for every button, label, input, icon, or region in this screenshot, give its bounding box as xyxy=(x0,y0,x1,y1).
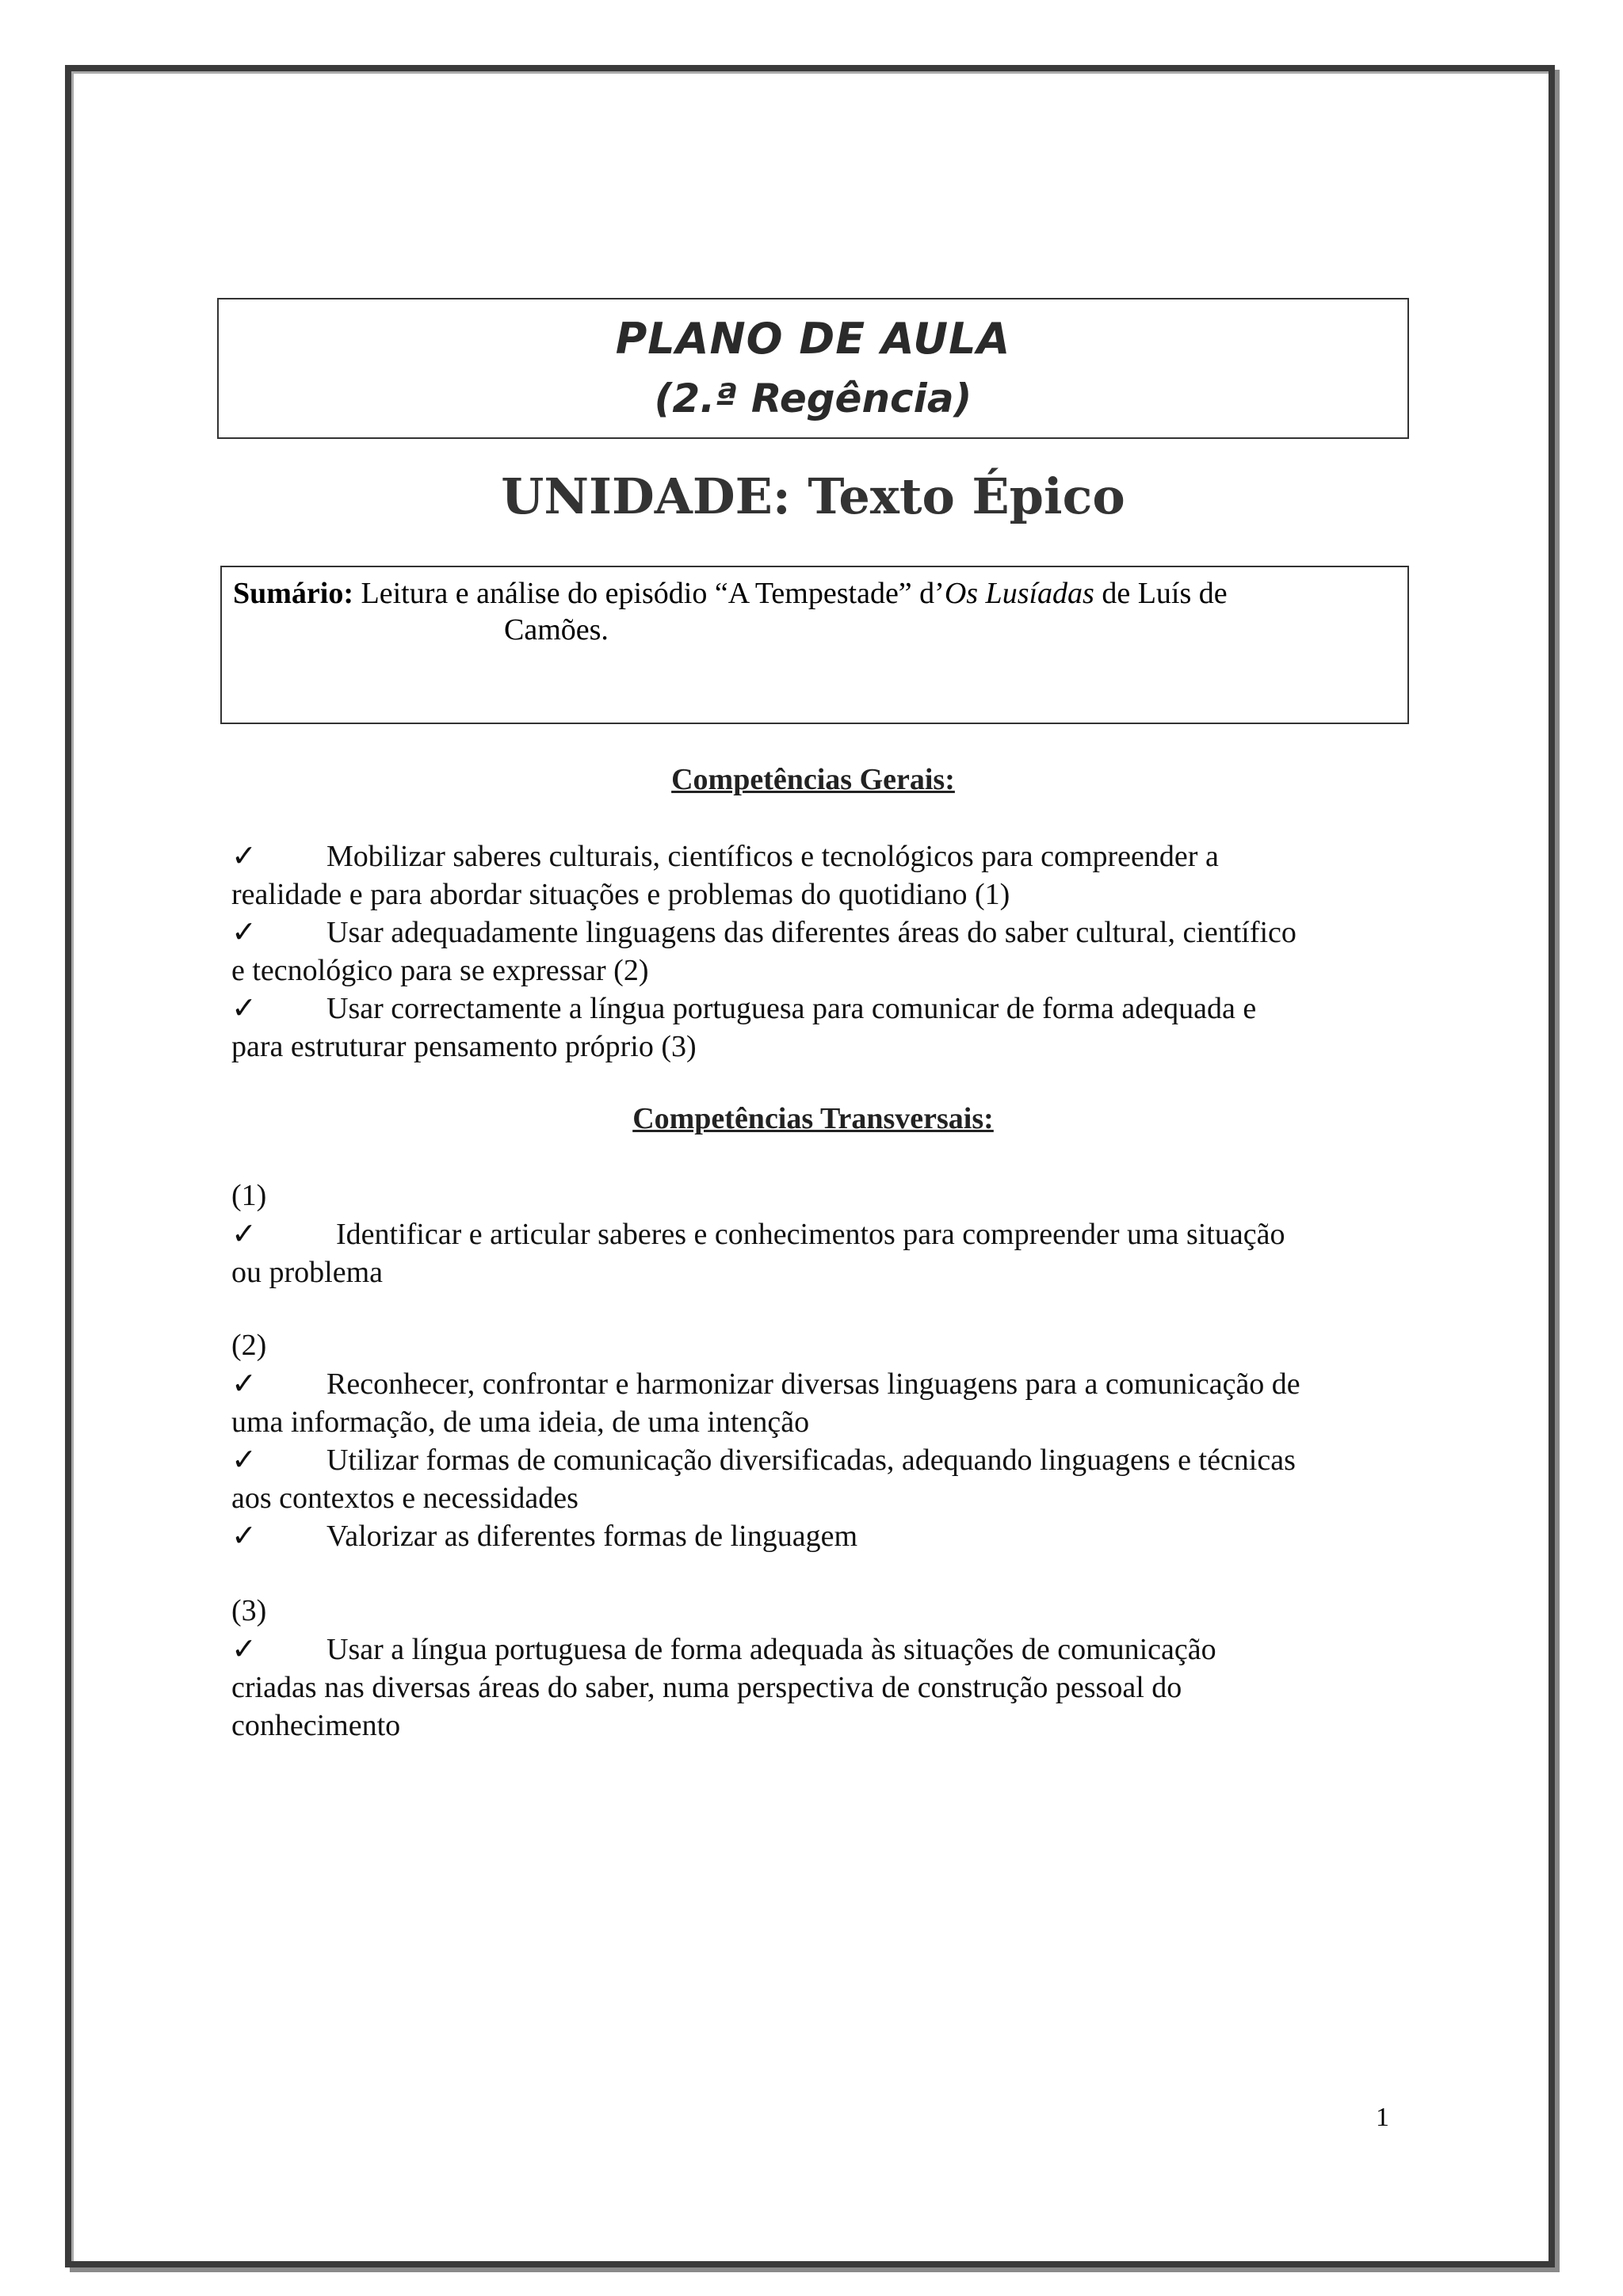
item-text: Utilizar formas de comunicação diversificadas, adequando linguagens e técnicas xyxy=(327,1444,1296,1477)
unit-title: UNIDADE: Texto Épico xyxy=(501,467,1125,525)
list-item xyxy=(231,1215,1404,1291)
group-marker: (3) xyxy=(231,1594,267,1627)
item-text-continued: para estruturar pensamento próprio (3) xyxy=(231,1030,697,1063)
summary-label: Sumário: xyxy=(233,577,353,610)
competencias-gerais-heading: Competências Gerais: xyxy=(671,763,955,796)
list-item xyxy=(231,1630,1404,1745)
item-text: Usar a língua portuguesa de forma adequada às situações de comunicação xyxy=(327,1633,1216,1666)
check-icon: ✓ xyxy=(231,1444,257,1477)
summary-continuation: Camões. xyxy=(504,613,609,646)
summary-text-pre: Leitura e análise do episódio “A Tempestade” d’ xyxy=(353,577,945,610)
list-item xyxy=(231,837,1404,913)
item-text-continued: aos contextos e necessidades xyxy=(231,1482,579,1515)
list-item xyxy=(231,1517,1404,1555)
list-item xyxy=(231,913,1404,990)
item-text-continued: realidade e para abordar situações e problemas do quotidiano (1) xyxy=(231,878,1010,911)
check-icon: ✓ xyxy=(231,992,257,1025)
summary-work-title: Os Lusíadas xyxy=(944,577,1094,610)
list-item xyxy=(231,1365,1404,1441)
item-text: Valorizar as diferentes formas de linguagem xyxy=(327,1520,858,1553)
summary-text-post: de Luís de xyxy=(1094,577,1228,610)
item-text: Identificar e articular saberes e conhecimentos para compreender uma situação xyxy=(336,1218,1285,1251)
item-text-continued: ou problema xyxy=(231,1256,384,1289)
title-box xyxy=(217,298,1409,439)
group-marker: (1) xyxy=(231,1179,267,1212)
item-text: Usar adequadamente linguagens das diferentes áreas do saber cultural, científico xyxy=(327,916,1296,949)
list-item xyxy=(231,1441,1404,1517)
check-icon: ✓ xyxy=(231,1520,257,1553)
item-text: Usar correctamente a língua portuguesa para comunicar de forma adequada e xyxy=(327,992,1257,1025)
check-icon: ✓ xyxy=(231,1367,257,1401)
item-text: Reconhecer, confrontar e harmonizar diversas linguagens para a comunicação de xyxy=(327,1367,1300,1401)
check-icon: ✓ xyxy=(231,1218,257,1251)
page-number: 1 xyxy=(1376,2103,1389,2132)
check-icon: ✓ xyxy=(231,840,257,873)
item-text-continued: criadas nas diversas áreas do saber, numa perspectiva de construção pessoal do xyxy=(231,1671,1182,1704)
check-icon: ✓ xyxy=(231,1633,257,1666)
item-text-continued: e tecnológico para se expressar (2) xyxy=(231,954,649,987)
summary-line xyxy=(233,575,1228,612)
item-text: Mobilizar saberes culturais, científicos e tecnológicos para compreender a xyxy=(327,840,1219,873)
item-text-continued: uma informação, de uma ideia, de uma intenção xyxy=(231,1405,810,1439)
check-icon: ✓ xyxy=(231,916,257,949)
competencias-transversais-heading: Competências Transversais: xyxy=(632,1102,994,1135)
plan-subtitle: (2.ª Regência) xyxy=(654,376,972,421)
plan-title: PLANO DE AULA xyxy=(615,314,1011,364)
item-text-continued: conhecimento xyxy=(231,1709,401,1742)
group-marker: (2) xyxy=(231,1329,267,1362)
summary-box xyxy=(220,566,1409,724)
list-item xyxy=(231,990,1404,1066)
